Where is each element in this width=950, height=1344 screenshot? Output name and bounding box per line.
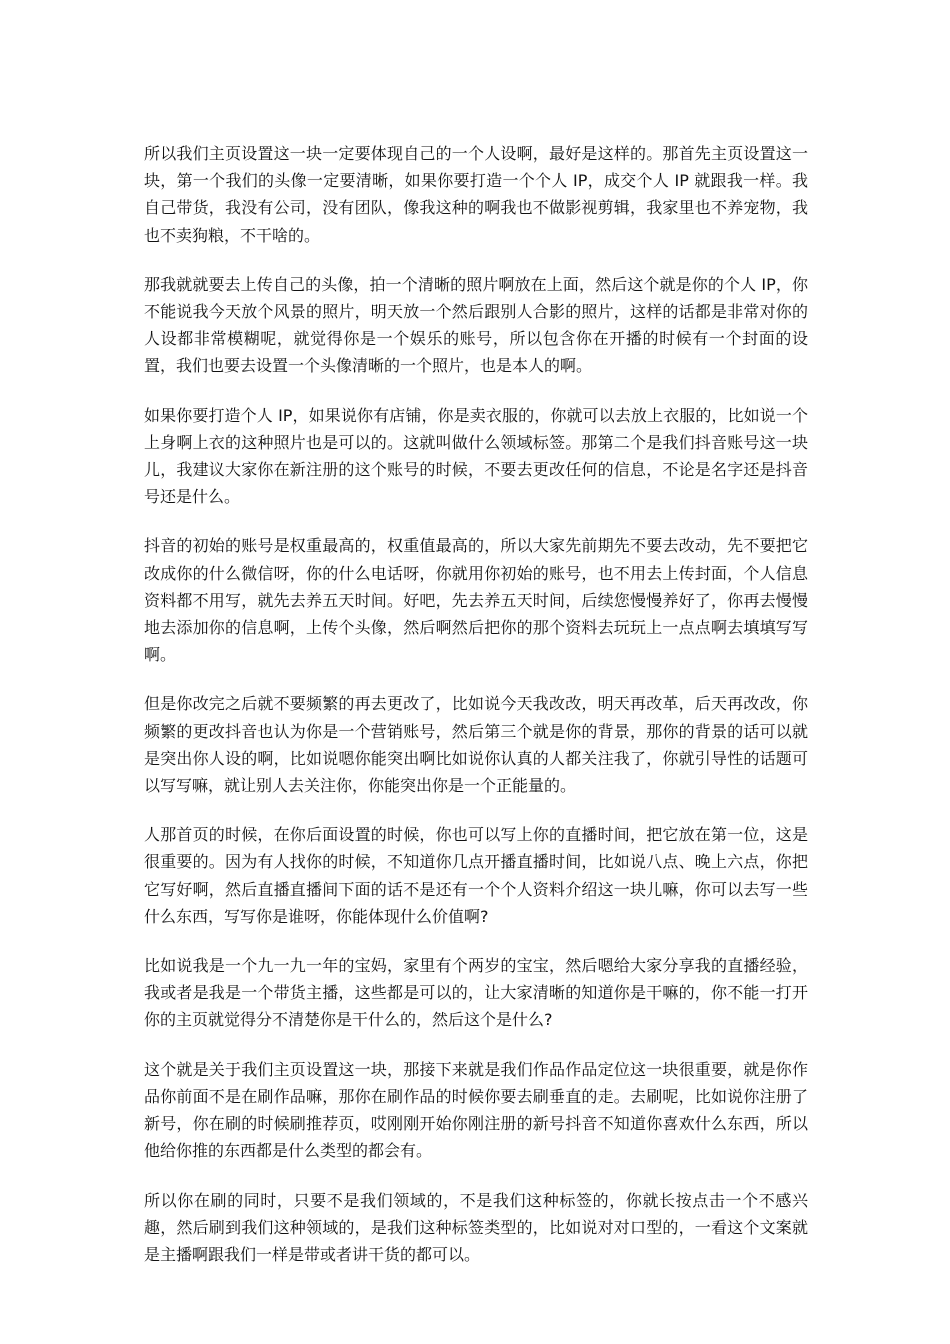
paragraph-5: 但是你改完之后就不要频繁的再去更改了，比如说今天我改改，明天再改革，后天再改改，你频繁的更改抖音也认为你是一个营销账号，然后第三个就是你的背景，那你的背景的话可以就是突出你人设的啊，比如说嗯你能突出啊比如说你认真的人都关注我了，你就引导性的话题可以写写嘛，就让别人去关注你，你能突出你是一个正能量的。 <box>144 694 808 796</box>
paragraph-3: 如果你要打造个人 IP，如果说你有店铺，你是卖衣服的，你就可以去放上衣服的，比如说一个上身啊上衣的这种照片也是可以的。这就叫做什么领域标签。那第二个是我们抖音账号这一块儿，我建议大家你在新注册的这个账号的时候，不要去更改任何的信息，不论是名字还是抖音号还是什么。 <box>144 405 808 507</box>
paragraph-7: 比如说我是一个九一九一年的宝妈，家里有个两岁的宝宝，然后嗯给大家分享我的直播经验，我或者是我是一个带货主播，这些都是可以的，让大家清晰的知道你是干嘛的，你不能一打开你的主页就觉得分不清楚你是干什么的，然后这个是什么? <box>144 956 808 1030</box>
paragraph-4: 抖音的初始的账号是权重最高的，权重值最高的，所以大家先前期先不要去改动，先不要把它改成你的什么微信呀，你的什么电话呀，你就用你初始的账号，也不用去上传封面，个人信息资料都不用写，就先去养五天时间。好吧，先去养五天时间，后续您慢慢养好了，你再去慢慢地去添加你的信息啊，上传个头像，然后啊然后把你的那个资料去玩玩上一点点啊去填填写写啊。 <box>144 536 808 665</box>
paragraph-6: 人那首页的时候，在你后面设置的时候，你也可以写上你的直播时间，把它放在第一位，这是很重要的。因为有人找你的时候，不知道你几点开播直播时间，比如说八点、晚上六点，你把它写好啊，然后直播直播间下面的话不是还有一个个人资料介绍这一块儿嘛，你可以去写一些什么东西，写写你是谁呀，你能体现什么价值啊? <box>144 825 808 926</box>
paragraph-8: 这个就是关于我们主页设置这一块，那接下来就是我们作品作品定位这一块很重要，就是你作品你前面不是在刷作品嘛，那你在刷作品的时候你要去刷垂直的走。去刷呢，比如说你注册了新号，你在刷的时候刷推荐页，哎刚刚开始你刚注册的新号抖音不知道你喜欢什么东西，所以他给你推的东西都是什么类型的都会有。 <box>144 1059 808 1161</box>
document-body <box>144 140 808 1290</box>
paragraph-1: 所以我们主页设置这一块一定要体现自己的一个人设啊，最好是这样的。那首先主页设置这一块，第一个我们的头像一定要清晰，如果你要打造一个个人 IP，成交个人 IP 就跟我一样。我自己带货，我没有公司，没有团队，像我这种的啊我也不做影视剪辑，我家里也不养宠物，我也不卖狗粮，不干啥的。 <box>144 144 808 245</box>
paragraph-2: 那我就就要去上传自己的头像，拍一个清晰的照片啊放在上面，然后这个就是你的个人 IP，你不能说我今天放个风景的照片，明天放一个然后跟别人合影的照片，这样的话都是非常对你的人设都非常模糊呢，就觉得你是一个娱乐的账号，所以包含你在开播的时候有一个封面的设置，我们也要去设置一个头像清晰的一个照片，也是本人的啊。 <box>144 274 808 376</box>
paragraph-9: 所以你在刷的同时，只要不是我们领域的，不是我们这种标签的，你就长按点击一个不感兴趣，然后刷到我们这种领域的，是我们这种标签类型的，比如说对对口型的，一看这个文案就是主播啊跟我们一样是带或者讲干货的都可以。 <box>144 1190 808 1264</box>
